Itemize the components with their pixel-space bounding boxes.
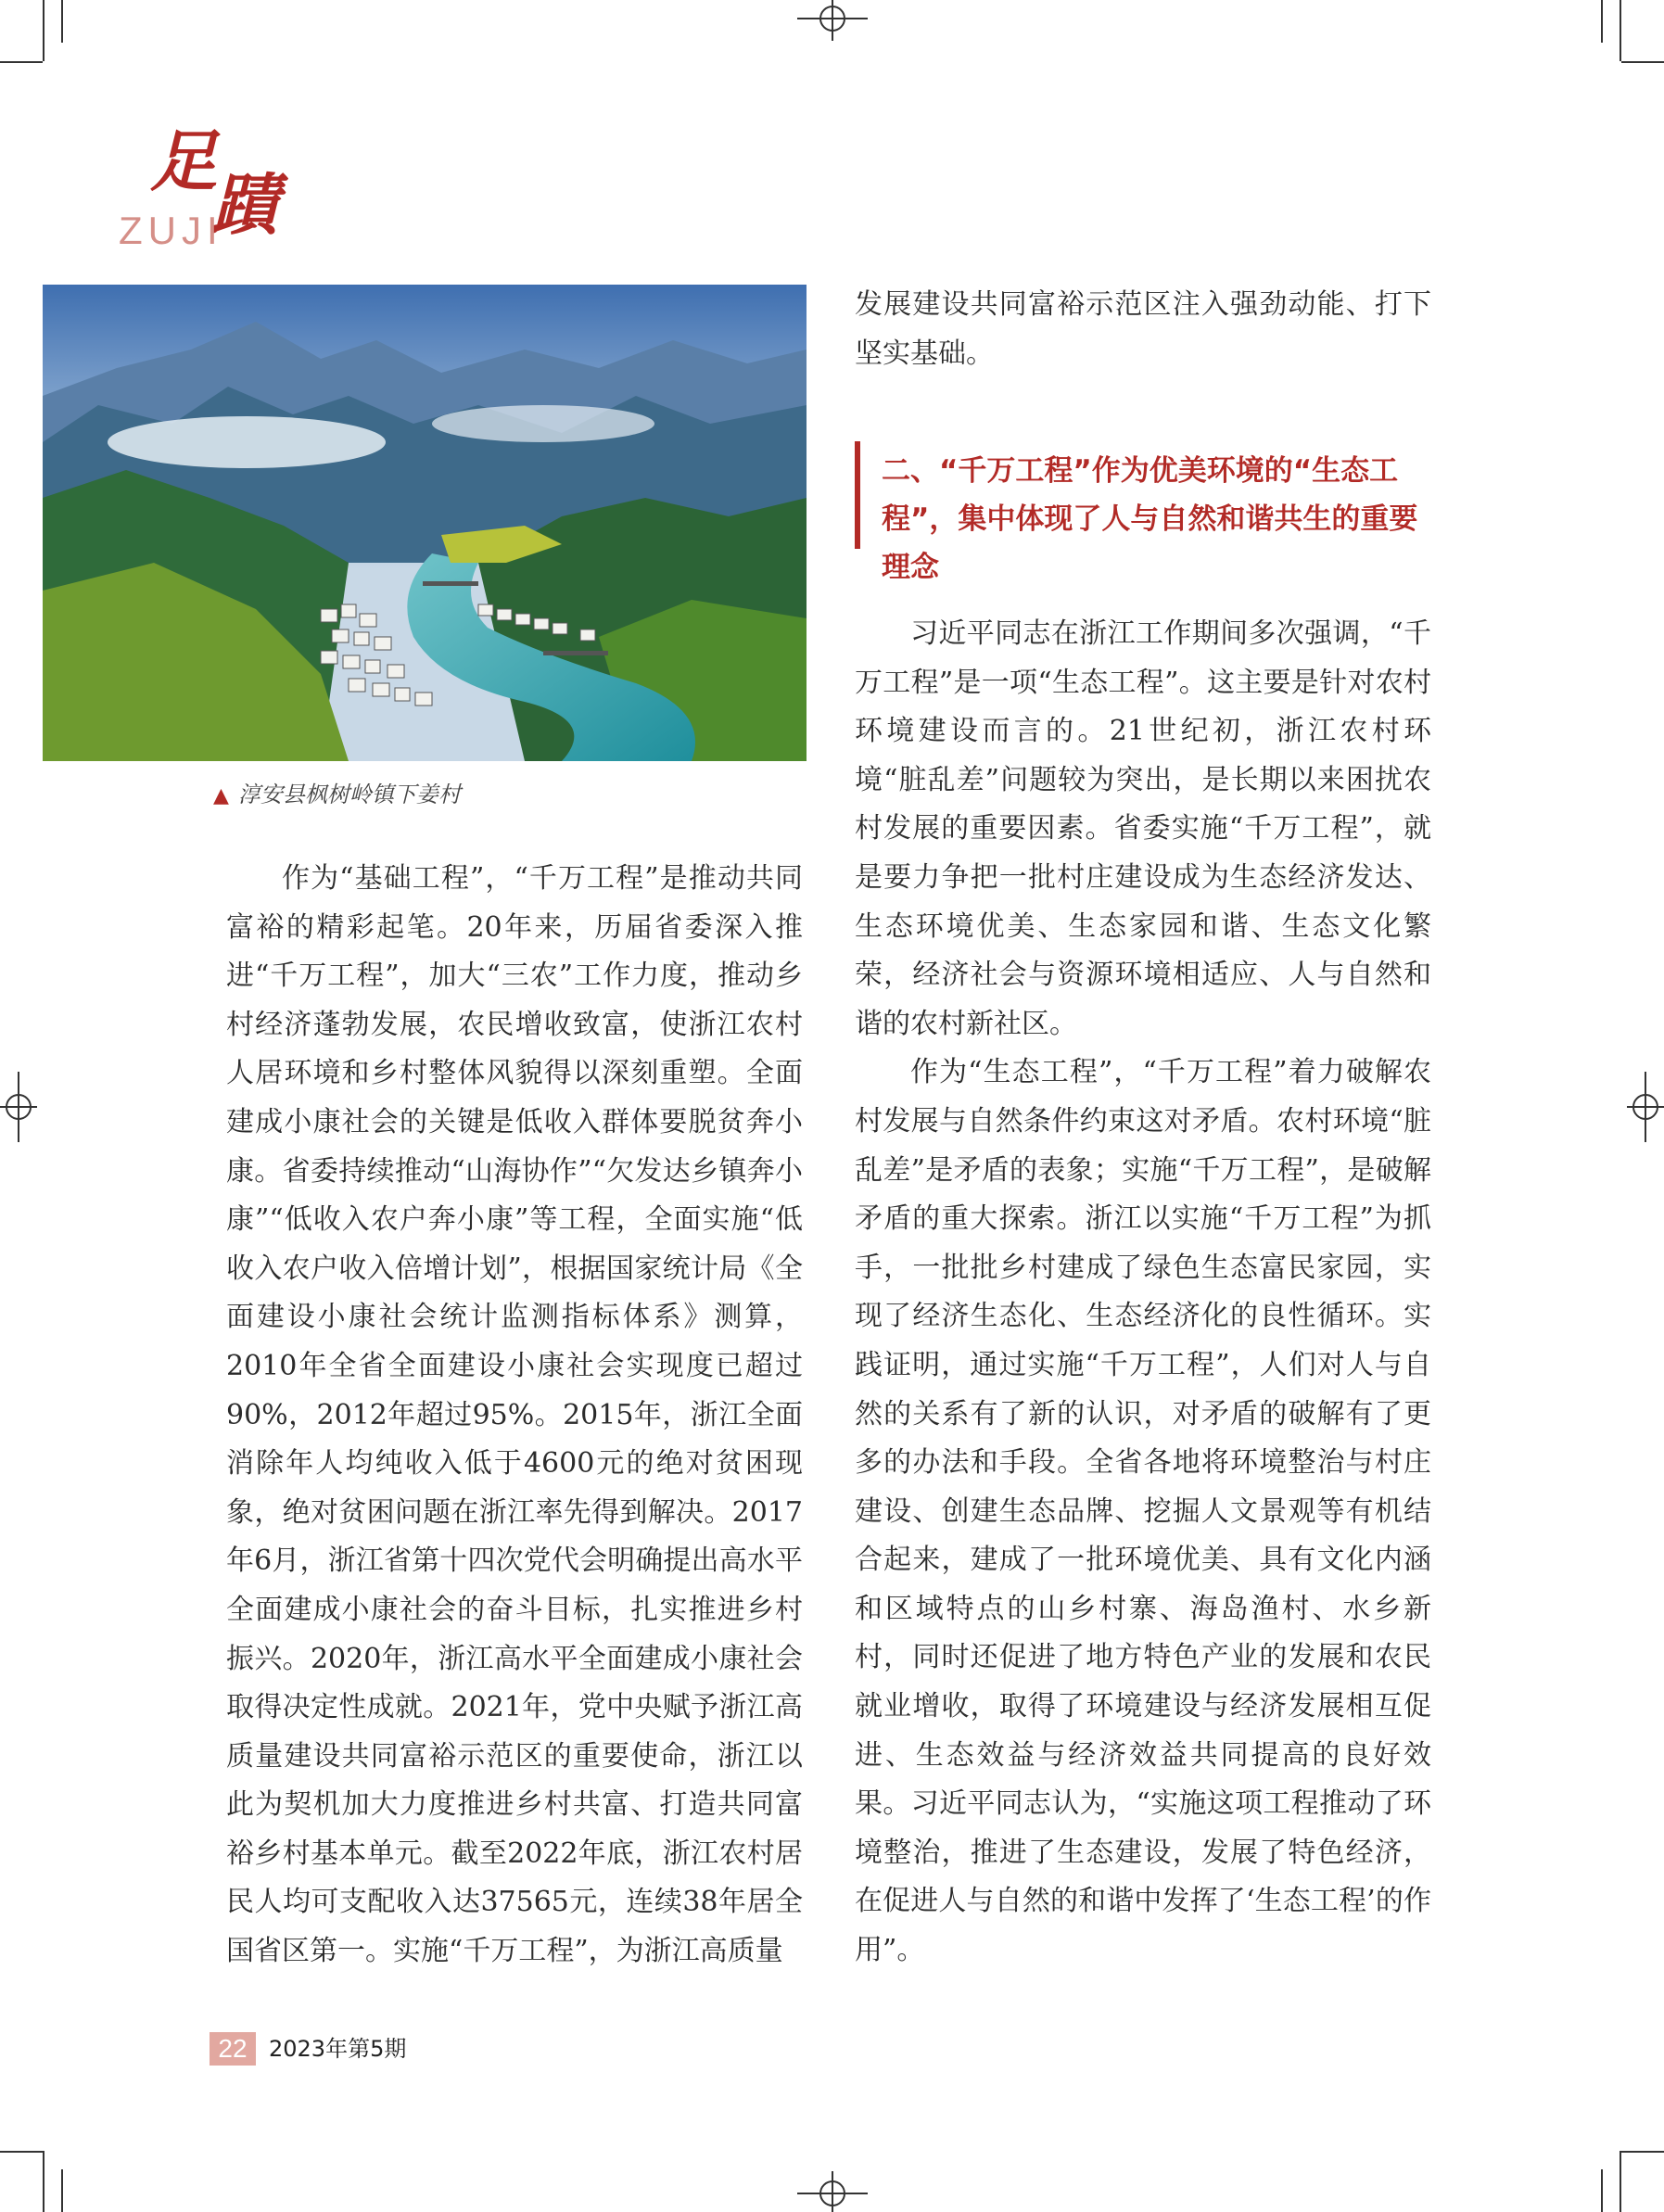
registration-mark-bottom bbox=[797, 2171, 868, 2212]
right-column-text bbox=[855, 610, 1431, 1976]
village-landscape-photo bbox=[43, 285, 807, 761]
right-column-continuation bbox=[855, 281, 1431, 378]
crop-mark bbox=[0, 2151, 43, 2153]
crop-mark bbox=[1621, 61, 1664, 63]
photo-caption bbox=[213, 781, 461, 810]
paragraph-continuation: 发展建设共同富裕示范区注入强劲动能、打下坚实基础。 bbox=[855, 288, 1431, 370]
registration-mark-top bbox=[797, 0, 868, 41]
crop-mark bbox=[1621, 2151, 1664, 2153]
crop-mark bbox=[0, 61, 43, 63]
caption-triangle-icon: ▲ bbox=[213, 784, 229, 807]
masthead-char-ji: 蹟 bbox=[211, 165, 279, 244]
registration-mark-right bbox=[1627, 1072, 1664, 1142]
section-heading: 二、“千万工程”作为优美环境的“生态工程”，集中体现了人与自然和谐共生的重要理念 bbox=[882, 454, 1418, 584]
masthead-pinyin: ZUJI bbox=[119, 209, 223, 252]
section-heading-bar bbox=[855, 441, 860, 549]
left-column-text bbox=[226, 855, 803, 1977]
crop-mark bbox=[1620, 0, 1621, 61]
paragraph: 作为“基础工程”，“千万工程”是推动共同富裕的精彩起笔。20年来，历届省委深入推进“千万工程”，加大“三农”工作力度，推动乡村经济蓬勃发展，农民增收致富，使浙江农村人居环境和乡村整体风貌得以深刻重塑。全面建成小康社会的关键是低收入群体要脱贫奔小康。省委持续推动“山海协作”“欠发达乡镇奔小康”“低收入农户奔小康”等工程，全面实施“低收入农户收入倍增计划”，根据国家统计局《全面建设小康社会统计监测指标体系》测算，2010年全省全面建设小康社会实现度已超过90%，2012年超过95%。2015年，浙江全面消除年人均纯收入低于4600元的绝对贫困现象，绝对贫困问题在浙江率先得到解决。2017年6月，浙江省第十四次党代会明确提出高水平全面建成小康社会的奋斗目标，扎实推进乡村振兴。2020年，浙江高水平全面建成小康社会取得决定性成就。2021年，党中央赋予浙江高质量建设共同富裕示范区的重要使命，浙江以此为契机加大力度推进乡村共富、打造共同富裕乡村基本单元。截至2022年底，浙江农村居民人均可支配收入达37565元，连续38年居全国省区第一。实施“千万工程”，为浙江高质量 bbox=[226, 862, 803, 1968]
crop-mark bbox=[1601, 2169, 1603, 2212]
page-number: 22 bbox=[210, 2032, 256, 2066]
paragraph: 习近平同志在浙江工作期间多次强调，“千万工程”是一项“生态工程”。这主要是针对农村环境建设而言的。21世纪初，浙江农村环境“脏乱差”问题较为突出，是长期以来困扰农村发展的重要因素。省委实施“千万工程”，就是要力争把一批村庄建设成为生态经济发达、生态环境优美、生态家园和谐、生态文化繁荣，经济社会与资源环境相适应、人与自然和谐的农村新社区。 bbox=[855, 617, 1431, 1040]
masthead-char-zu: 足 bbox=[150, 121, 218, 200]
crop-mark bbox=[1620, 2151, 1621, 2212]
crop-mark bbox=[61, 0, 63, 43]
crop-mark bbox=[1601, 0, 1603, 43]
crop-mark bbox=[43, 2151, 44, 2212]
registration-mark-left bbox=[0, 1072, 37, 1142]
caption-text: 淳安县枫树岭镇下姜村 bbox=[237, 782, 461, 807]
crop-mark bbox=[61, 2169, 63, 2212]
crop-mark bbox=[43, 0, 44, 61]
issue-label: 2023年第5期 bbox=[269, 2036, 407, 2062]
paragraph: 作为“生态工程”，“千万工程”着力破解农村发展与自然条件约束这对矛盾。农村环境“脏乱差”是矛盾的表象；实施“千万工程”，是破解矛盾的重大探索。浙江以实施“千万工程”为抓手，一批批乡村建成了绿色生态富民家园，实现了经济生态化、生态经济化的良性循环。实践证明，通过实施“千万工程”，人们对人与自然的关系有了新的认识，对矛盾的破解有了更多的办法和手段。全省各地将环境整治与村庄建设、创建生态品牌、挖掘人文景观等有机结合起来，建成了一批环境优美、具有文化内涵和区域特点的山乡村寨、海岛渔村、水乡新村，同时还促进了地方特色产业的发展和农民就业增收，取得了环境建设与经济发展相互促进、生态效益与经济效益共同提高的良好效果。习近平同志认为，“实施这项工程推动了环境整治，推进了生态建设，发展了特色经济，在促进人与自然的和谐中发挥了‘生态工程’的作用”。 bbox=[855, 1056, 1431, 1967]
